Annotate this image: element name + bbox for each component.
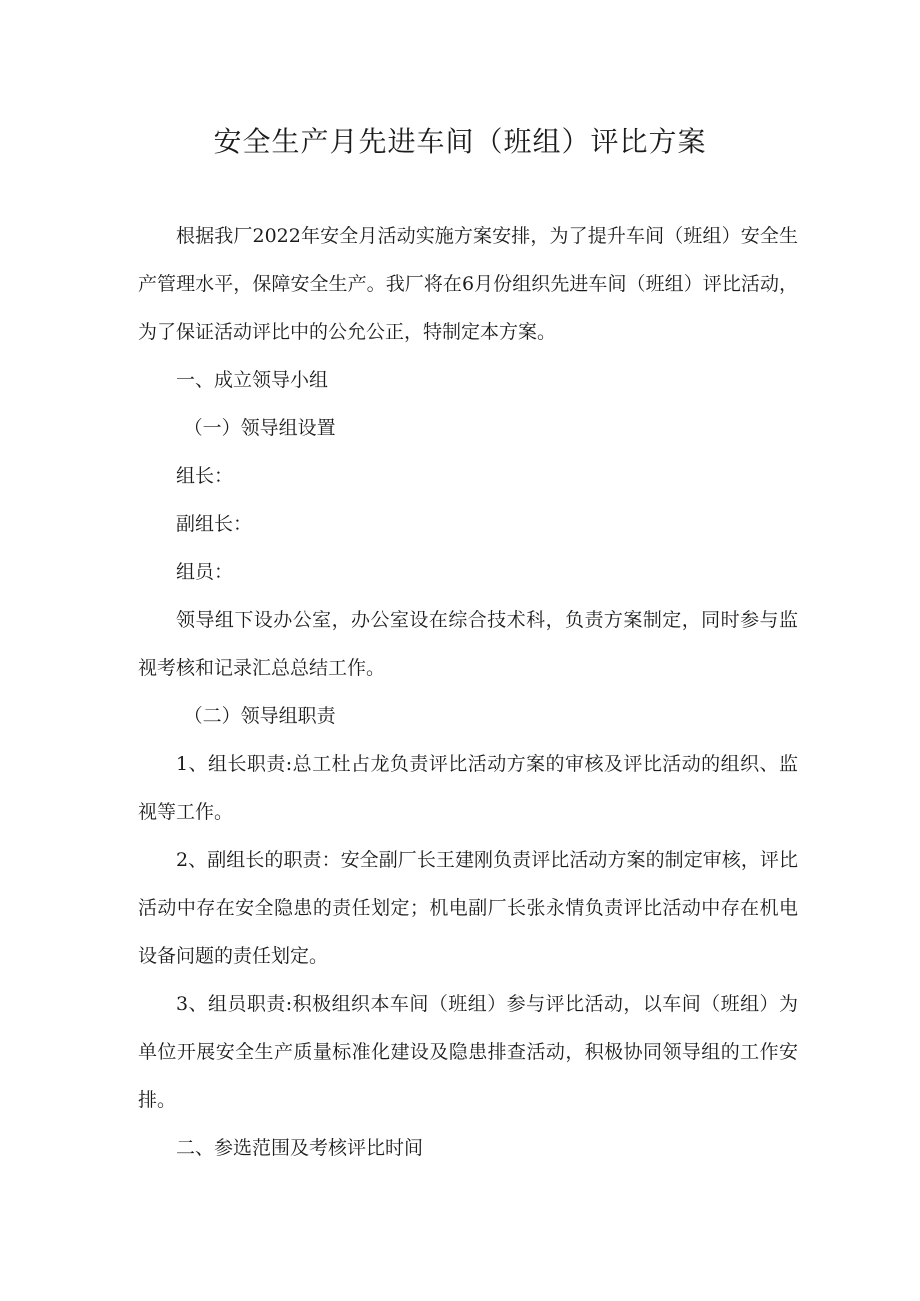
document-title: 安全生产月先进车间（班组）评比方案 [213, 125, 707, 158]
deputy-leader-line: 副组长： [176, 513, 253, 535]
subsection-heading-group-setup: （一）领导组设置 [183, 417, 336, 439]
group-leader-line: 组长： [176, 465, 234, 487]
section-heading-leadership-group: 一、成立领导小组 [176, 369, 329, 391]
intro-paragraph: 根据我厂2022年安全月活动实施方案安排，为了提升车间（班组）安全生产管理水平，保障安全生产。我厂将在6月份组织先进车间（班组）评比活动，为了保证活动评比中的公允公正，特制定本方案。 [138, 225, 798, 343]
member-duties-paragraph: 3、组员职责:积极组织本车间（班组）参与评比活动，以车间（班组）为单位开展安全生产质量标准化建设及隐患排查活动，积极协同领导组的工作安排。 [138, 993, 798, 1111]
section-heading-scope-and-time: 二、参选范围及考核评比时间 [176, 1137, 424, 1159]
office-paragraph: 领导组下设办公室，办公室设在综合技术科，负责方案制定，同时参与监视考核和记录汇总总结工作。 [138, 609, 798, 679]
members-line: 组员： [176, 561, 234, 583]
deputy-duties-paragraph: 2、副组长的职责：安全副厂长王建刚负责评比活动方案的制定审核，评比活动中存在安全隐患的责任划定；机电副厂长张永情负责评比活动中存在机电设备问题的责任划定。 [138, 849, 798, 967]
leader-duties-paragraph: 1、组长职责:总工杜占龙负责评比活动方案的审核及评比活动的组织、监视等工作。 [138, 753, 798, 823]
document-body [138, 212, 798, 1172]
subsection-heading-group-duties: （二）领导组职责 [183, 705, 336, 727]
